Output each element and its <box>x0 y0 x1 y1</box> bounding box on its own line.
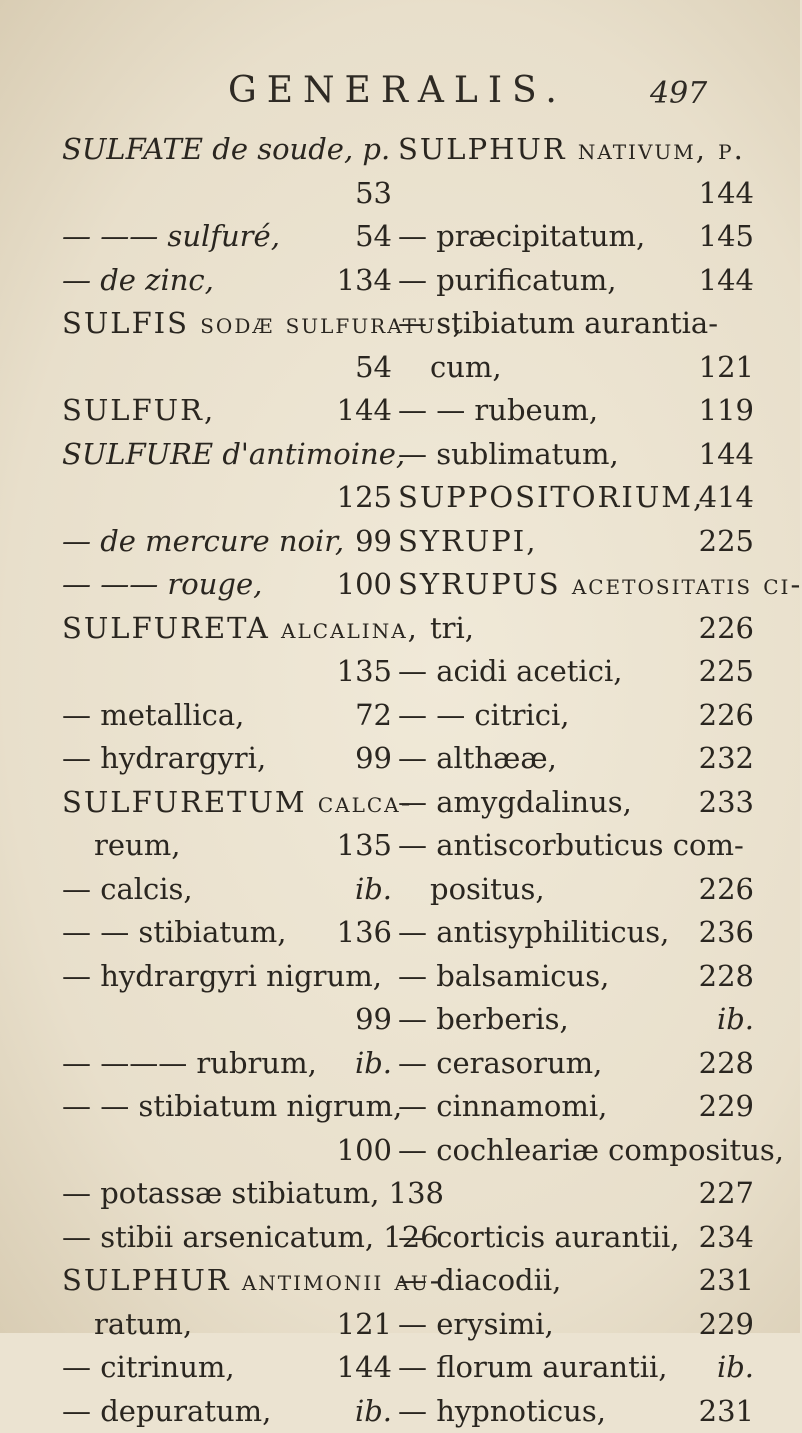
entry-page-number: 121 <box>699 346 754 390</box>
entry-text: — præcipitatum, <box>398 215 645 259</box>
entry-text: SULFIS sodæ sulfuratus, <box>62 302 464 346</box>
index-entry <box>62 259 392 303</box>
index-entry <box>398 998 754 1042</box>
entry-text: — hydrargyri, <box>62 737 266 781</box>
entry-page-number: 145 <box>699 215 754 259</box>
entry-page-number: 236 <box>699 911 754 955</box>
entry-text: — cochleariæ compositus, <box>398 1129 784 1173</box>
index-entry <box>62 1042 392 1086</box>
entry-text: — de mercure noir, <box>62 520 344 564</box>
index-entry <box>398 1085 754 1129</box>
index-entry <box>398 563 754 607</box>
index-entry <box>398 346 754 390</box>
entry-text: — depuratum, <box>62 1390 271 1433</box>
entry-text: — erysimi, <box>398 1303 554 1347</box>
entry-page-number: 134 <box>337 259 392 303</box>
entry-text: SULPHUR nativum, p. <box>398 128 745 172</box>
entry-text: SULPHUR antimonii au- <box>62 1259 442 1303</box>
index-entry <box>62 1216 392 1260</box>
index-entry <box>62 998 392 1042</box>
index-entry <box>62 563 392 607</box>
index-entry <box>398 389 754 433</box>
index-entry <box>62 346 392 390</box>
entry-page-number: 232 <box>699 737 754 781</box>
entry-page-number: 136 <box>337 911 392 955</box>
index-entry <box>398 302 754 346</box>
entry-text: — sublimatum, <box>398 433 619 477</box>
entry-text: SULFURETUM calca- <box>62 781 412 825</box>
entry-text: — cinnamomi, <box>398 1085 607 1129</box>
entry-page-number: 228 <box>699 955 754 999</box>
index-column-left <box>62 128 392 1433</box>
entry-text: reum, <box>94 824 180 868</box>
index-entry <box>398 694 754 738</box>
entry-text: positus, <box>430 868 545 912</box>
entry-text: cum, <box>430 346 502 390</box>
page-header <box>0 60 800 120</box>
index-entry <box>62 215 392 259</box>
index-entry <box>62 955 392 999</box>
entry-text: — cerasorum, <box>398 1042 602 1086</box>
entry-text: — stibii arsenicatum, 126 <box>62 1216 439 1260</box>
entry-page-number: 53 <box>355 172 392 216</box>
entry-page-number: 231 <box>699 1259 754 1303</box>
index-entry <box>398 1129 754 1173</box>
entry-page-number: ib. <box>355 868 392 912</box>
entry-page-number: 72 <box>355 694 392 738</box>
entry-page-number: 135 <box>337 824 392 868</box>
entry-text: — hypnoticus, <box>398 1390 606 1433</box>
entry-text: — calcis, <box>62 868 193 912</box>
entry-text: — antiscorbuticus com- <box>398 824 744 868</box>
entry-page-number: 226 <box>699 607 754 651</box>
index-entry <box>62 433 392 477</box>
index-entry <box>62 607 392 651</box>
entry-text: — ——— rubrum, <box>62 1042 317 1086</box>
entry-page-number: ib. <box>717 1346 754 1390</box>
entry-page-number: 225 <box>699 520 754 564</box>
entry-text: SYRUPUS acetositatis ci- <box>398 563 802 607</box>
index-entry <box>62 694 392 738</box>
entry-text: — berberis, <box>398 998 569 1042</box>
index-entry <box>62 1085 392 1129</box>
entry-text: — althææ, <box>398 737 557 781</box>
entry-page-number: 144 <box>337 1346 392 1390</box>
entry-page-number: 99 <box>355 998 392 1042</box>
entry-text: — florum aurantii, <box>398 1346 668 1390</box>
entry-text: — diacodii, <box>398 1259 561 1303</box>
index-column-right <box>398 128 754 1433</box>
index-entry <box>398 215 754 259</box>
entry-text: — metallica, <box>62 694 244 738</box>
entry-text: ratum, <box>94 1303 192 1347</box>
index-entry <box>398 607 754 651</box>
entry-page-number: 135 <box>337 650 392 694</box>
entry-page-number: 125 <box>337 476 392 520</box>
entry-page-number: 99 <box>355 737 392 781</box>
index-entry <box>62 302 392 346</box>
entry-text: SULFATE de soude, p. <box>62 128 390 172</box>
entry-text: — corticis aurantii, <box>398 1216 680 1260</box>
entry-page-number: 226 <box>699 868 754 912</box>
index-entry <box>398 1259 754 1303</box>
entry-page-number: 99 <box>355 520 392 564</box>
entry-text: — hydrargyri nigrum, <box>62 955 382 999</box>
index-entry <box>62 128 392 172</box>
entry-page-number: 144 <box>337 389 392 433</box>
index-entry <box>398 476 754 520</box>
index-entry <box>62 520 392 564</box>
entry-page-number: 119 <box>699 389 754 433</box>
index-entry <box>62 1259 392 1303</box>
entry-text: SULFUR, <box>62 389 215 433</box>
index-entry <box>62 868 392 912</box>
index-entry <box>398 1390 754 1433</box>
index-entry <box>62 476 392 520</box>
entry-text: — balsamicus, <box>398 955 609 999</box>
index-entry <box>62 911 392 955</box>
entry-page-number: 228 <box>699 1042 754 1086</box>
entry-text: SYRUPI, <box>398 520 537 564</box>
entry-text: SUPPOSITORIUM, <box>398 476 704 520</box>
index-entry <box>62 172 392 216</box>
entry-text: — — stibiatum nigrum, <box>62 1085 402 1129</box>
entry-text: — citrinum, <box>62 1346 235 1390</box>
page-number: 497 <box>650 76 707 111</box>
entry-text: — potassæ stibiatum, 138 <box>62 1172 444 1216</box>
entry-page-number: 229 <box>699 1085 754 1129</box>
entry-text: — acidi acetici, <box>398 650 622 694</box>
entry-page-number: 233 <box>699 781 754 825</box>
index-entry <box>398 1346 754 1390</box>
entry-page-number: 226 <box>699 694 754 738</box>
entry-page-number: 144 <box>699 259 754 303</box>
entry-page-number: 231 <box>699 1390 754 1433</box>
running-title: GENERALIS. <box>228 70 567 111</box>
index-entry <box>398 650 754 694</box>
entry-text: SULFURETA alcalina, <box>62 607 419 651</box>
entry-page-number: 227 <box>699 1172 754 1216</box>
index-entry <box>398 433 754 477</box>
index-entry <box>398 737 754 781</box>
entry-text: — de zinc, <box>62 259 214 303</box>
index-entry <box>398 1172 754 1216</box>
entry-text: SULFURE d'antimoine, <box>62 433 405 477</box>
index-entry <box>398 868 754 912</box>
index-entry <box>398 1303 754 1347</box>
index-entry <box>62 389 392 433</box>
entry-page-number: ib. <box>717 998 754 1042</box>
index-entry <box>62 737 392 781</box>
entry-text: — purificatum, <box>398 259 617 303</box>
entry-page-number: 144 <box>699 172 754 216</box>
entry-text: — stibiatum aurantia- <box>398 302 718 346</box>
entry-page-number: 54 <box>355 346 392 390</box>
entry-page-number: 234 <box>699 1216 754 1260</box>
index-entry <box>398 172 754 216</box>
index-entry <box>398 520 754 564</box>
entry-page-number: 54 <box>355 215 392 259</box>
entry-text: — amygdalinus, <box>398 781 632 825</box>
index-entry <box>62 1346 392 1390</box>
entry-page-number: 414 <box>699 476 754 520</box>
index-entry <box>62 1129 392 1173</box>
index-entry <box>398 259 754 303</box>
entry-page-number: ib. <box>355 1390 392 1433</box>
index-entry <box>398 1042 754 1086</box>
index-entry <box>62 650 392 694</box>
index-entry <box>398 128 754 172</box>
entry-page-number: 100 <box>337 1129 392 1173</box>
index-entry <box>62 1390 392 1433</box>
entry-text: tri, <box>430 607 474 651</box>
entry-text: — antisyphiliticus, <box>398 911 669 955</box>
entry-text: — — stibiatum, <box>62 911 286 955</box>
index-entry <box>62 824 392 868</box>
entry-page-number: 100 <box>337 563 392 607</box>
entry-page-number: 121 <box>337 1303 392 1347</box>
entry-text: — —— sulfuré, <box>62 215 280 259</box>
entry-text: — — rubeum, <box>398 389 598 433</box>
entry-page-number: 144 <box>699 433 754 477</box>
index-entry <box>62 1303 392 1347</box>
entry-page-number: ib. <box>355 1042 392 1086</box>
index-entry <box>398 911 754 955</box>
index-entry <box>62 781 392 825</box>
entry-page-number: 229 <box>699 1303 754 1347</box>
index-entry <box>398 1216 754 1260</box>
index-entry <box>62 1172 392 1216</box>
entry-text: — —— rouge, <box>62 563 262 607</box>
entry-text: — — citrici, <box>398 694 569 738</box>
index-entry <box>398 781 754 825</box>
index-entry <box>398 955 754 999</box>
entry-page-number: 225 <box>699 650 754 694</box>
index-entry <box>398 824 754 868</box>
